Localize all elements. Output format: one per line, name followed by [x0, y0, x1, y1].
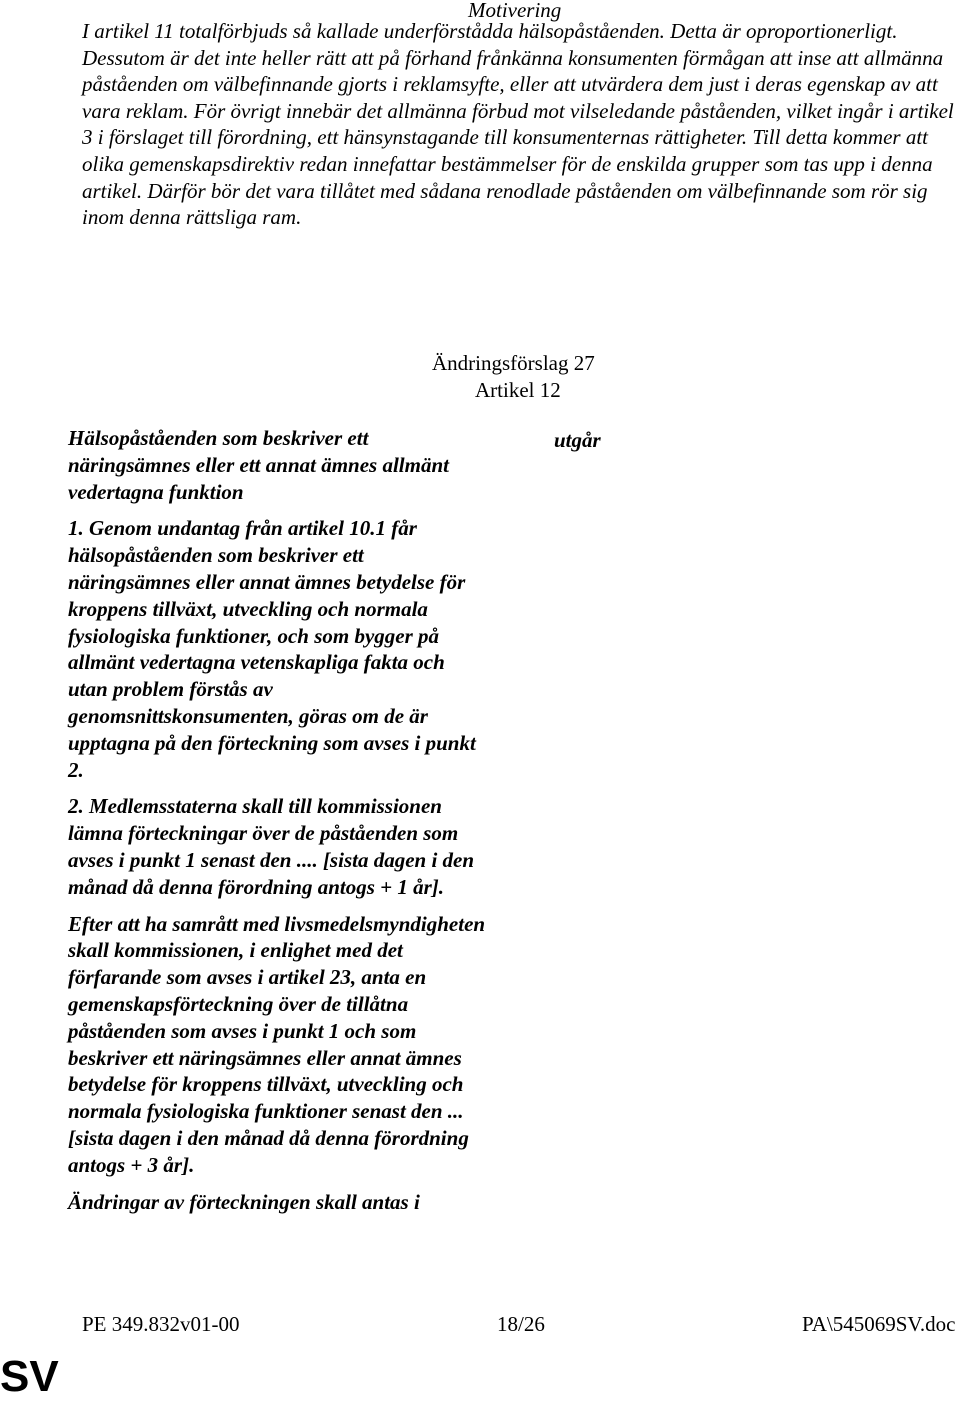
article-paragraph-4: Ändringar av förteckningen skall antas i [68, 1189, 420, 1214]
article-paragraph-3: Efter att ha samrått med livsmedelsmyndigheten skall kommissionen, i enlighet med det förfarande som avses i artikel 23, anta en gemenskapsförteckning över de tillåtna påståenden som avses i punkt 1 och som beskriver ett näringsämnes eller annat ämnes betydelse för kroppens tillväxt, utveckling och normala fysiologiska funktioner senast den ... [sista dagen i den månad då denna förordning antogs + 3 år]. [68, 911, 486, 1177]
article-title: Hälsopåståenden som beskriver ett näringsämnes eller ett annat ämnes allmänt vedertagna funktion [68, 426, 449, 504]
footer-page-number: 18/26 [497, 1312, 545, 1336]
amendment-article: Artikel 12 [475, 378, 561, 402]
amendment-number: Ändringsförslag 27 [432, 351, 595, 375]
amendment-deleted-marker: utgår [554, 428, 601, 452]
section-heading-motivering: Motivering [468, 0, 562, 22]
footer-document-name: PA\545069SV.doc [802, 1312, 956, 1336]
language-code: SV [0, 1352, 59, 1401]
article-paragraph-2: 2. Medlemsstaterna skall till kommissionen lämna förteckningar över de påståenden som avses i punkt 1 senast den .... [sista dagen i den månad då denna förordning antogs + 1 år]. [68, 794, 475, 899]
article-paragraph-1: 1. Genom undantag från artikel 10.1 får hälsopåståenden som beskriver ett näringsämnes eller annat ämnes betydelse för kroppens tillväxt, utveckling och normala fysiologiska funktioner, och som bygger på allmänt vedertagna vetenskapliga fakta och utan problem förstås av genomsnittskonsumenten, göras om de är upptagna på den förteckning som avses i punkt 2. [68, 516, 476, 782]
motivation-paragraph: I artikel 11 totalförbjuds så kallade underförstådda hälsopåståenden. Detta är oproportionerligt. Dessutom är det inte heller rätt att på förhand frånkänna konsumenten förmågan att inse att allmänna påståenden om välbefinnande gjorts i reklamsyfte, eller att utvärdera dem just i deras egenskap av att vara reklam. För övrigt innebär det allmänna förbud mot vilseledande påståenden, vilket ingår i artikel 3 i förslaget till förordning, ett hänsynstagande till konsumenternas rättigheter. Till detta kommer att olika gemenskapsdirektiv redan innefattar bestämmelser för de enskilda grupper som tas upp i denna artikel. Därför bör det vara tillåtet med sådana renodlade påståenden om välbefinnande som rör sig inom denna rättsliga ram. [82, 19, 954, 230]
footer-reference: PE 349.832v01-00 [82, 1312, 240, 1336]
amendment-original-text-column [68, 425, 488, 1225]
